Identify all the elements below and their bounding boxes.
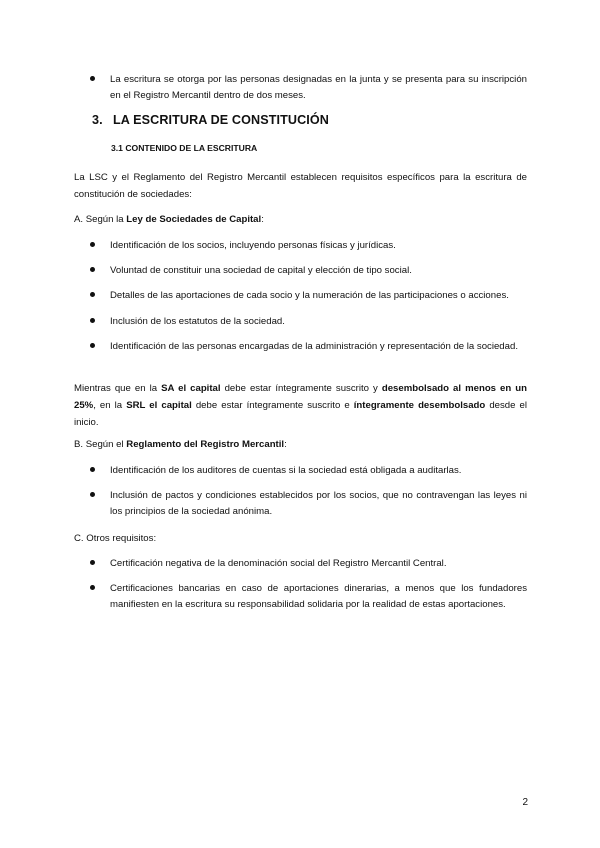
list-item-text: Voluntad de constituir una sociedad de capital y elección de tipo social.: [110, 265, 412, 276]
subsection-heading: 3.1 CONTENIDO DE LA ESCRITURA: [111, 143, 258, 153]
section-c-label: C. Otros requisitos:: [74, 533, 157, 544]
capital-paragraph: Mientras que en la SA el capital debe estar íntegramente suscrito y desembolsado al menos en un 25%, en la SRL el capital debe estar íntegramente suscrito e íntegramente desembolsado desde el inicio.: [74, 383, 528, 428]
list-item-text: Inclusión de pactos y condiciones establecidos por los socios, que no contravengan las leyes ni los principios de la sociedad anónima.: [110, 490, 527, 517]
bullet-icon: [90, 492, 95, 497]
list-item-text: Detalles de las aportaciones de cada socio y la numeración de las participaciones o acciones.: [110, 290, 509, 301]
bullet-icon: [90, 292, 95, 297]
list-item: [90, 463, 527, 479]
bullet-icon: [90, 467, 95, 472]
list-item-text: Identificación de los socios, incluyendo personas físicas y jurídicas.: [110, 240, 396, 251]
list-item: [90, 339, 527, 355]
list-item: [90, 238, 527, 254]
list-item-text: Identificación de las personas encargadas de la administración y representación de la sociedad.: [110, 341, 518, 352]
list-item: [90, 263, 527, 279]
regulation-name: Reglamento del Registro Mercantil: [126, 439, 285, 450]
list-item: [90, 314, 527, 330]
section-heading: [92, 113, 329, 127]
list-item: [90, 488, 527, 520]
list-item-text: La escritura se otorga por las personas designadas en la junta y se presenta para su inscripción en el Registro Mercantil dentro de dos meses.: [110, 74, 527, 101]
list-item-text: Certificación negativa de la denominación social del Registro Mercantil Central.: [110, 558, 447, 569]
list-item: [90, 556, 527, 572]
list-item: [90, 288, 527, 304]
bullet-icon: [90, 267, 95, 272]
list-item-text: Certificaciones bancarias en caso de aportaciones dinerarias, a menos que los fundadores manifiesten en la escritura su responsabilidad solidaria por la realidad de estas aportaciones.: [110, 583, 527, 610]
list-item-text: Inclusión de los estatutos de la sociedad.: [110, 316, 285, 327]
bullet-icon: [90, 343, 95, 348]
section-a-label: A. Según la Ley de Sociedades de Capital:: [74, 214, 264, 225]
intro-paragraph: La LSC y el Reglamento del Registro Mercantil establecen requisitos específicos para la escritura de constitución de sociedades:: [74, 172, 527, 200]
list-item: [90, 581, 527, 613]
law-name: Ley de Sociedades de Capital: [126, 214, 262, 225]
bullet-icon: [90, 76, 95, 81]
bullet-icon: [90, 242, 95, 247]
bullet-icon: [90, 560, 95, 565]
section-title: LA ESCRITURA DE CONSTITUCIÓN: [113, 113, 329, 127]
section-b-label: B. Según el Reglamento del Registro Mercantil:: [74, 439, 287, 450]
page-number: 2: [522, 797, 528, 808]
bullet-icon: [90, 585, 95, 590]
bullet-icon: [90, 318, 95, 323]
section-number: 3.: [92, 113, 103, 127]
list-item: [90, 72, 527, 104]
list-item-text: Identificación de los auditores de cuentas si la sociedad está obligada a auditarlas.: [110, 465, 462, 476]
